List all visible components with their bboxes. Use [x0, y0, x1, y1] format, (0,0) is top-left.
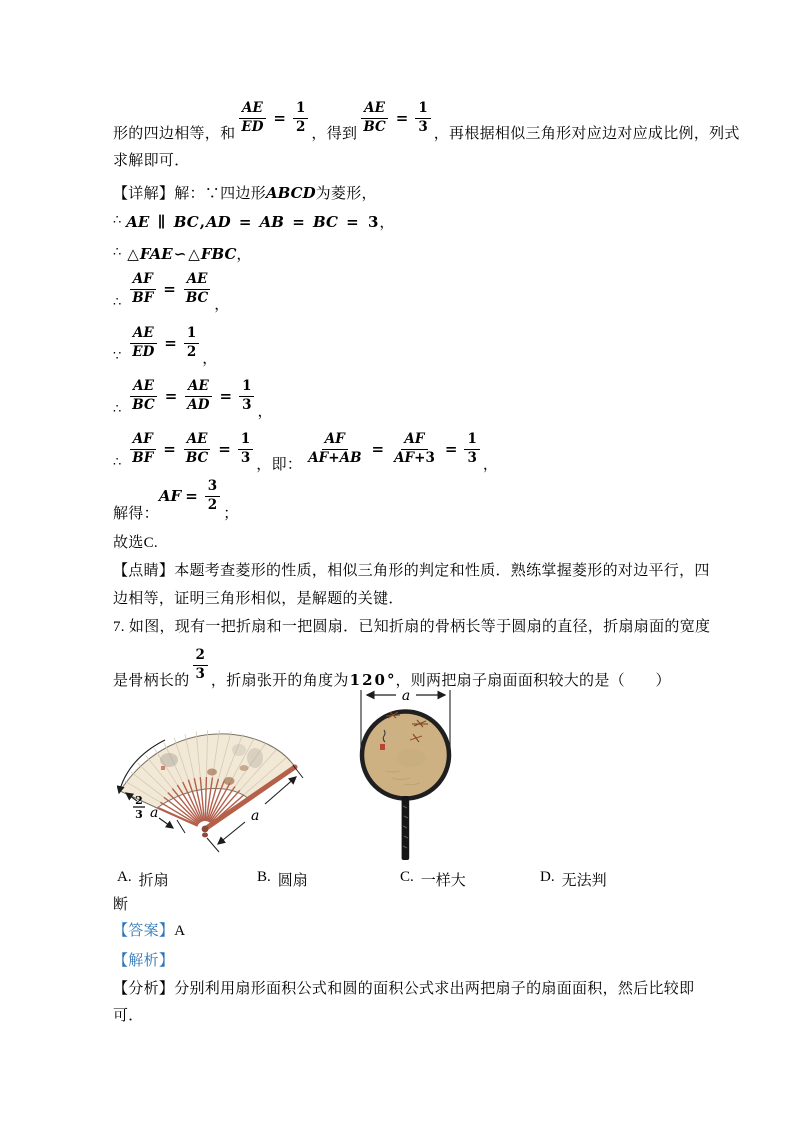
- math-char: C: [197, 449, 209, 466]
- fraction-numerator: [130, 379, 157, 397]
- math-char: 2: [362, 671, 373, 689]
- fraction-numerator: [293, 101, 308, 119]
- text-run: 【详解】解：∵四边形: [113, 186, 267, 202]
- math-char: F: [143, 270, 153, 287]
- math-char: B: [313, 213, 326, 231]
- fraction-numerator: [184, 326, 199, 344]
- math-char: B: [132, 396, 144, 413]
- math-char: F: [143, 449, 154, 466]
- text-run: 解得：: [113, 506, 159, 522]
- math-run: [126, 213, 379, 231]
- text-run: ，: [482, 457, 499, 473]
- text-line: [113, 530, 158, 552]
- math-char: A: [126, 213, 138, 231]
- fan-width-fraction-numerator: 2: [135, 794, 143, 807]
- fraction-denominator: [183, 450, 211, 467]
- fan-width-fraction-denominator: 3: [135, 808, 143, 821]
- math-char: A: [339, 449, 351, 466]
- math-char: E: [137, 213, 150, 231]
- math-char: A: [187, 377, 199, 394]
- fraction: [305, 432, 364, 466]
- math-char: A: [132, 270, 144, 287]
- text-line: [113, 148, 190, 170]
- round-fan-handle: [402, 796, 410, 860]
- math-char: △: [188, 245, 200, 263]
- math-char: F: [170, 486, 182, 505]
- fraction-numerator: [193, 648, 208, 666]
- math-char: E: [197, 430, 208, 447]
- fraction-denominator: [129, 344, 157, 361]
- text-run: ，: [257, 404, 273, 420]
- math-char: A: [242, 99, 253, 116]
- options-row: [113, 868, 685, 890]
- equals-operator: =: [273, 109, 286, 127]
- formula-line: [113, 371, 273, 421]
- math-char: [339, 213, 344, 231]
- math-char: E: [161, 245, 173, 263]
- text-run: 是骨柄长的: [113, 673, 190, 689]
- fraction-numerator: [322, 432, 348, 450]
- math-char: 3: [467, 449, 477, 466]
- math-char: A: [132, 430, 144, 447]
- formula-line: [113, 206, 395, 232]
- fraction-denominator: [184, 344, 199, 361]
- fan-width-variable: a: [150, 805, 159, 821]
- option-key: B.: [257, 869, 271, 885]
- math-run: [126, 245, 236, 263]
- fraction: [238, 432, 253, 466]
- math-char: [232, 213, 237, 231]
- math-char: A: [308, 449, 319, 466]
- fraction: [415, 101, 430, 135]
- math-char: F: [139, 245, 150, 263]
- fraction-denominator: [238, 119, 266, 136]
- option-key: D.: [540, 869, 555, 885]
- math-char: 2: [195, 646, 205, 663]
- math-char: 3: [425, 449, 435, 466]
- math-char: D: [142, 343, 155, 360]
- fraction: [183, 272, 211, 306]
- math-char: E: [197, 270, 208, 287]
- math-char: A: [404, 430, 415, 447]
- fraction: [184, 379, 212, 413]
- equals-operator: =: [371, 440, 385, 458]
- math-char: A: [205, 213, 218, 231]
- text-run: ，再根据相似三角形对应边对应成比例，列式: [433, 126, 740, 142]
- formula-line: [113, 424, 498, 474]
- text-run: ，: [236, 247, 252, 263]
- math-char: D: [217, 213, 231, 231]
- fraction: [238, 101, 266, 135]
- math-char: ,: [199, 213, 205, 231]
- option-item-b: [257, 869, 308, 890]
- fraction-numerator: [185, 379, 212, 397]
- fraction-denominator: [238, 450, 253, 467]
- therefore-symbol: ∴: [113, 213, 122, 228]
- math-char: C: [186, 213, 199, 231]
- folding-fan-figure: [117, 698, 309, 860]
- math-char: ∥: [157, 213, 166, 231]
- math-char: A: [158, 486, 171, 505]
- math-char: A: [149, 245, 162, 263]
- math-char: 1: [186, 324, 197, 341]
- fraction-denominator: [193, 666, 208, 683]
- math-char: A: [133, 377, 144, 394]
- math-char: F: [404, 449, 415, 466]
- option-label: 无法判: [561, 873, 607, 889]
- math-char: E: [143, 377, 154, 394]
- fraction-denominator: [391, 450, 438, 467]
- math-char: E: [374, 99, 385, 116]
- math-char: △: [127, 245, 139, 263]
- math-char: B: [185, 449, 198, 466]
- fraction-numerator: [130, 432, 156, 450]
- math-char: A: [364, 99, 375, 116]
- fraction: [391, 432, 438, 466]
- fan-length-label: a: [251, 808, 260, 824]
- math-char: E: [143, 324, 154, 341]
- math-char: A: [186, 270, 198, 287]
- text-run: ，: [379, 215, 395, 231]
- question-line: [113, 640, 671, 690]
- math-char: B: [185, 289, 198, 306]
- math-char: E: [198, 377, 209, 394]
- math-char: D: [197, 396, 210, 413]
- math-char: °: [386, 671, 395, 689]
- fraction-denominator: [129, 450, 156, 467]
- equals-operator: =: [219, 387, 233, 405]
- text-run: 形的四边相等，和: [113, 126, 236, 142]
- math-char: C: [290, 184, 303, 202]
- option-item-d: [540, 869, 607, 890]
- math-char: 2: [207, 496, 218, 513]
- math-char: B: [277, 184, 291, 202]
- math-char: +: [414, 449, 426, 466]
- math-char: A: [186, 430, 198, 447]
- fraction-numerator: [130, 272, 156, 290]
- therefore-symbol: ∴: [113, 402, 122, 417]
- fraction-numerator: [184, 272, 211, 290]
- math-char: A: [394, 449, 405, 466]
- math-char: [150, 213, 155, 231]
- fraction-denominator: [415, 119, 430, 136]
- math-char: F: [318, 449, 329, 466]
- math-run: [266, 184, 316, 202]
- question-line: [113, 614, 710, 636]
- fraction: [129, 326, 157, 360]
- fraction-denominator: [184, 397, 212, 414]
- math-char: [307, 213, 312, 231]
- fraction: [193, 648, 208, 682]
- math-char: 2: [186, 343, 197, 360]
- math-char: B: [363, 118, 375, 135]
- option-key: C.: [400, 869, 414, 885]
- math-char: =: [292, 213, 305, 231]
- math-char: =: [346, 213, 359, 231]
- math-char: A: [132, 324, 144, 341]
- equals-operator: =: [163, 440, 176, 458]
- text-run: 断: [113, 897, 129, 913]
- fraction-denominator: [464, 450, 479, 467]
- text-run: 为菱形，: [315, 186, 377, 202]
- fraction: [293, 101, 308, 135]
- text-line: [113, 976, 694, 998]
- math-char: ∽: [173, 245, 187, 263]
- fan-pivot: [202, 826, 209, 833]
- math-char: B: [173, 213, 187, 231]
- fan-knob: [202, 833, 208, 838]
- text-run: ，即：: [256, 457, 303, 473]
- equals-operator: =: [395, 109, 409, 127]
- math-char: E: [252, 99, 263, 116]
- math-char: [285, 213, 290, 231]
- round-fan-figure: [356, 686, 456, 864]
- fraction-numerator: [239, 379, 254, 397]
- text-run: ，则两把扇子扇面面积较大的是（ ）: [395, 673, 671, 689]
- math-char: 3: [240, 449, 251, 466]
- round-fan-diameter-label: a: [401, 688, 411, 704]
- text-run: 求解即可．: [113, 153, 190, 169]
- option-key: A.: [117, 869, 132, 885]
- math-char: B: [350, 449, 362, 466]
- math-char: F: [414, 430, 425, 447]
- text-line: [113, 93, 740, 143]
- math-char: B: [271, 213, 284, 231]
- equals-operator: =: [163, 280, 176, 298]
- fraction: [184, 326, 199, 360]
- equals-operator: =: [218, 440, 231, 458]
- math-char: 3: [242, 396, 252, 413]
- math-char: 1: [242, 377, 252, 394]
- math-char: 3: [195, 665, 205, 682]
- equals-operator: =: [185, 486, 198, 505]
- fraction: [129, 432, 156, 466]
- math-run: [159, 487, 181, 505]
- text-run: ，: [202, 351, 218, 367]
- text-run: 7. 如图，现有一把折扇和一把圆扇．已知折扇的骨柄长等于圆扇的直径，折扇扇面的宽度: [113, 619, 711, 635]
- math-char: F: [143, 430, 153, 447]
- option-label: 一样大: [420, 873, 466, 889]
- math-char: F: [143, 289, 154, 306]
- formula-line: [113, 318, 218, 368]
- fraction-numerator: [415, 101, 430, 119]
- fraction: [360, 101, 388, 135]
- equals-operator: =: [164, 334, 177, 352]
- fraction: [205, 479, 220, 513]
- math-char: 1: [240, 430, 251, 447]
- formula-line: [113, 264, 230, 314]
- math-char: 1: [467, 430, 477, 447]
- therefore-symbol: ∴: [113, 245, 122, 260]
- math-char: B: [211, 245, 225, 263]
- math-char: A: [187, 396, 198, 413]
- text-line: [113, 558, 710, 580]
- math-char: B: [132, 449, 144, 466]
- math-char: [168, 213, 173, 231]
- math-char: B: [132, 289, 144, 306]
- equals-operator: =: [164, 387, 178, 405]
- math-char: E: [132, 343, 143, 360]
- option-item-a: [117, 869, 169, 890]
- because-symbol: ∵: [113, 349, 122, 364]
- fraction-denominator: [239, 397, 254, 414]
- math-char: 3: [418, 118, 428, 135]
- text-run: ，折扇张开的角度为: [210, 673, 349, 689]
- fraction-numerator: [184, 432, 211, 450]
- math-char: +: [328, 449, 340, 466]
- math-char: A: [266, 184, 278, 202]
- text-run: 【分析】分别利用扇形面积公式和圆的面积公式求出两把扇子的扇面面积，然后比较即: [113, 981, 695, 997]
- math-char: C: [197, 289, 209, 306]
- math-char: C: [224, 245, 237, 263]
- option-label: 折扇: [138, 873, 169, 889]
- math-char: F: [200, 245, 212, 263]
- text-line: [113, 177, 377, 203]
- fraction: [183, 432, 211, 466]
- math-char: A: [259, 213, 272, 231]
- text-line: [113, 586, 404, 608]
- therefore-symbol: ∴: [113, 455, 122, 470]
- fraction: [129, 272, 156, 306]
- math-char: 2: [296, 118, 306, 135]
- bracket-header-label: 【答案】: [113, 923, 175, 939]
- math-char: 3: [207, 477, 218, 494]
- math-char: A: [324, 430, 336, 447]
- text-run: ，: [214, 297, 230, 313]
- text-line: [113, 892, 128, 914]
- fraction-numerator: [464, 432, 479, 450]
- bracket-header-label: 【解析】: [113, 953, 175, 969]
- fraction-numerator: [401, 432, 427, 450]
- option-label: 圆扇: [277, 873, 308, 889]
- answer-line: [113, 918, 185, 940]
- math-char: [253, 213, 258, 231]
- text-run: ，得到: [311, 126, 358, 142]
- math-char: =: [238, 213, 252, 231]
- fraction-numerator: [361, 101, 388, 119]
- fraction-denominator: [183, 290, 211, 307]
- math-char: 1: [418, 99, 428, 116]
- math-char: 0: [374, 671, 385, 689]
- equals-operator: =: [444, 440, 458, 458]
- text-run: A: [174, 923, 186, 939]
- math-char: 1: [349, 671, 361, 689]
- math-char: 3: [367, 213, 379, 231]
- fraction-numerator: [238, 432, 253, 450]
- fraction-denominator: [129, 290, 156, 307]
- math-char: D: [302, 184, 316, 202]
- formula-line: [113, 236, 252, 264]
- fraction: [464, 432, 479, 466]
- math-char: [361, 213, 366, 231]
- math-char: D: [251, 118, 264, 135]
- math-char: 1: [296, 99, 306, 116]
- text-line: [113, 1003, 144, 1025]
- fraction-denominator: [205, 497, 220, 514]
- fraction-denominator: [129, 397, 157, 414]
- therefore-symbol: ∴: [113, 295, 122, 310]
- question-figures: [113, 686, 685, 866]
- math-char: C: [143, 396, 155, 413]
- formula-line: [113, 477, 239, 523]
- math-char: F: [335, 430, 345, 447]
- fraction-denominator: [293, 119, 308, 136]
- math-char: C: [325, 213, 338, 231]
- fraction: [239, 379, 254, 413]
- text-run: 边相等，证明三角形相似，是解题的关键．: [113, 591, 404, 607]
- math-char: E: [241, 118, 252, 135]
- fraction-numerator: [130, 326, 157, 344]
- fraction-numerator: [205, 479, 220, 497]
- fraction-numerator: [239, 101, 266, 119]
- text-run: ；: [223, 506, 239, 522]
- text-run: 【点睛】本题考查菱形的性质，相似三角形的判定和性质．熟练掌握菱形的对边平行，四: [113, 563, 710, 579]
- fraction-denominator: [360, 119, 388, 136]
- fraction: [129, 379, 157, 413]
- text-run: 可．: [113, 1008, 144, 1024]
- analysis-header-line: [113, 948, 174, 970]
- option-item-c: [400, 869, 466, 890]
- fraction-denominator: [305, 450, 364, 467]
- math-char: C: [374, 118, 386, 135]
- text-run: 故选C.: [113, 535, 158, 551]
